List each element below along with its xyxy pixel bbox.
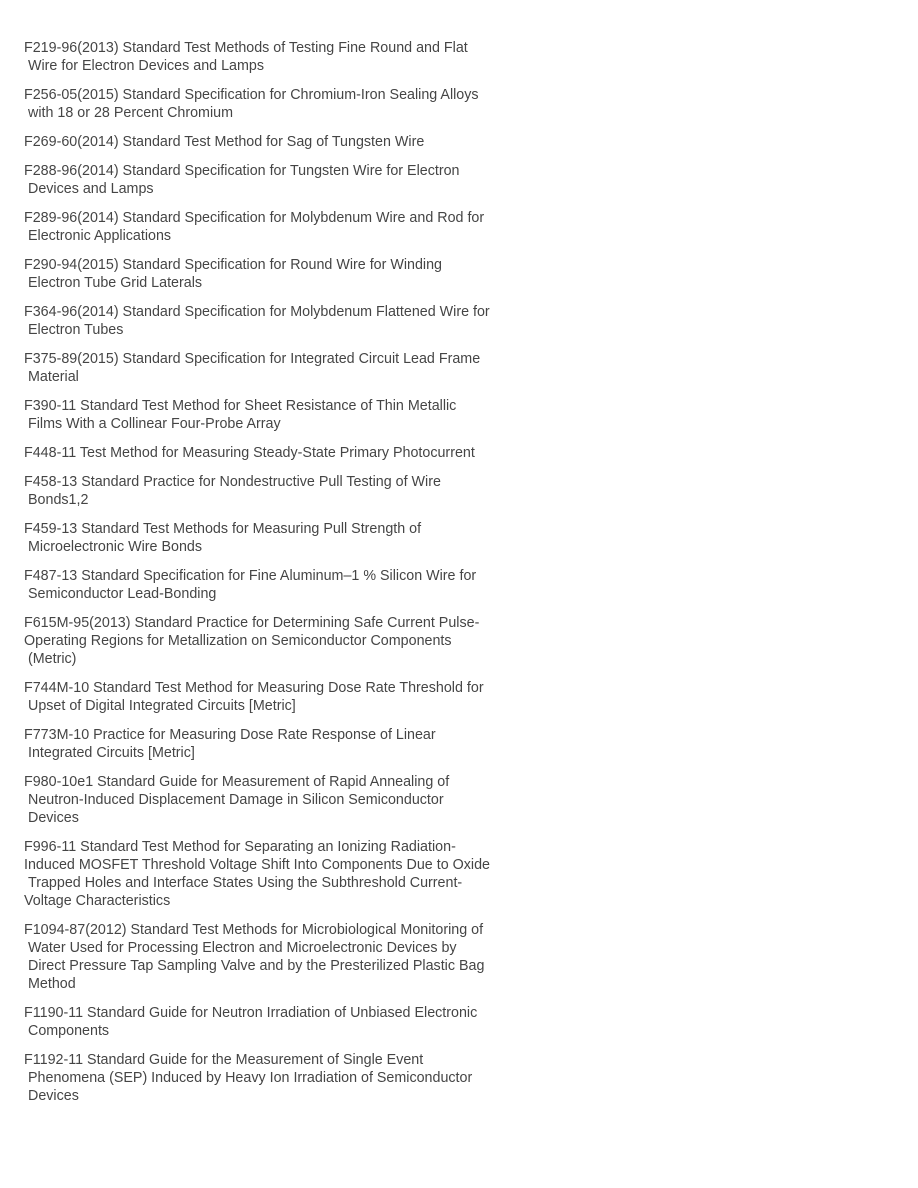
standard-entry — [24, 256, 504, 292]
entry-line: F1190-11 Standard Guide for Neutron Irradiation of Unbiased Electronic — [24, 1005, 478, 1021]
standard-entry — [24, 162, 504, 198]
standard-entry — [24, 838, 504, 910]
entry-line: F487-13 Standard Specification for Fine Aluminum–1 % Silicon Wire for — [24, 568, 477, 584]
entry-line: F458-13 Standard Practice for Nondestructive Pull Testing of Wire — [24, 474, 441, 490]
entry-line: Semiconductor Lead-Bonding — [28, 586, 217, 602]
entry-line: Induced MOSFET Threshold Voltage Shift Into Components Due to Oxide — [24, 857, 490, 873]
entry-line: F219-96(2013) Standard Test Methods of Testing Fine Round and Flat — [24, 40, 468, 56]
entry-line: Upset of Digital Integrated Circuits [Metric] — [28, 698, 296, 714]
entry-line: F1094-87(2012) Standard Test Methods for Microbiological Monitoring of — [24, 922, 484, 938]
entry-line: F288-96(2014) Standard Specification for Tungsten Wire for Electron — [24, 163, 460, 179]
entry-line: Bonds1,2 — [28, 492, 89, 508]
entry-line: Voltage Characteristics — [24, 893, 171, 909]
entry-line: Components — [28, 1023, 110, 1039]
entry-line: F269-60(2014) Standard Test Method for Sag of Tungsten Wire — [24, 134, 425, 150]
entry-line: Method — [28, 976, 76, 992]
entry-line: Electron Tubes — [28, 322, 124, 338]
standard-entry — [24, 567, 504, 603]
standard-entry — [24, 1004, 504, 1040]
entry-line: Operating Regions for Metallization on Semiconductor Components — [24, 633, 452, 649]
entry-line: F375-89(2015) Standard Specification for Integrated Circuit Lead Frame — [24, 351, 481, 367]
standard-entry — [24, 397, 504, 433]
standard-entry — [24, 444, 504, 462]
standards-list — [24, 39, 504, 1116]
entry-line: Phenomena (SEP) Induced by Heavy Ion Irradiation of Semiconductor — [28, 1070, 473, 1086]
entry-line: Neutron-Induced Displacement Damage in Silicon Semiconductor — [28, 792, 444, 808]
standard-entry — [24, 1051, 504, 1105]
entry-line: F615M-95(2013) Standard Practice for Determining Safe Current Pulse- — [24, 615, 480, 631]
standard-entry — [24, 303, 504, 339]
entry-line: F448-11 Test Method for Measuring Steady-State Primary Photocurrent — [24, 445, 475, 461]
standard-entry — [24, 614, 504, 668]
entry-line: Devices — [28, 810, 79, 826]
entry-line: Direct Pressure Tap Sampling Valve and by the Presterilized Plastic Bag — [28, 958, 485, 974]
entry-line: F390-11 Standard Test Method for Sheet Resistance of Thin Metallic — [24, 398, 457, 414]
standard-entry — [24, 209, 504, 245]
entry-line: Water Used for Processing Electron and Microelectronic Devices by — [28, 940, 457, 956]
entry-line: Films With a Collinear Four-Probe Array — [28, 416, 281, 432]
entry-line: Devices — [28, 1088, 79, 1104]
entry-line: F256-05(2015) Standard Specification for Chromium-Iron Sealing Alloys — [24, 87, 479, 103]
standard-entry — [24, 520, 504, 556]
entry-line: F1192-11 Standard Guide for the Measurement of Single Event — [24, 1052, 424, 1068]
entry-line: Microelectronic Wire Bonds — [28, 539, 202, 555]
entry-line: F996-11 Standard Test Method for Separating an Ionizing Radiation- — [24, 839, 456, 855]
standard-entry — [24, 133, 504, 151]
entry-line: F459-13 Standard Test Methods for Measuring Pull Strength of — [24, 521, 422, 537]
entry-line: Devices and Lamps — [28, 181, 154, 197]
entry-line: F773M-10 Practice for Measuring Dose Rate Response of Linear — [24, 727, 436, 743]
entry-line: F744M-10 Standard Test Method for Measuring Dose Rate Threshold for — [24, 680, 484, 696]
entry-line: with 18 or 28 Percent Chromium — [28, 105, 234, 121]
standard-entry — [24, 726, 504, 762]
standard-entry — [24, 679, 504, 715]
entry-line: F289-96(2014) Standard Specification for Molybdenum Wire and Rod for — [24, 210, 485, 226]
standard-entry — [24, 921, 504, 993]
standard-entry — [24, 350, 504, 386]
standard-entry — [24, 86, 504, 122]
entry-line: F290-94(2015) Standard Specification for Round Wire for Winding — [24, 257, 443, 273]
entry-line: Wire for Electron Devices and Lamps — [28, 58, 264, 74]
entry-line: Trapped Holes and Interface States Using the Subthreshold Current- — [28, 875, 463, 891]
entry-line: Electronic Applications — [28, 228, 172, 244]
standard-entry — [24, 773, 504, 827]
entry-line: F980-10e1 Standard Guide for Measurement of Rapid Annealing of — [24, 774, 450, 790]
standard-entry — [24, 39, 504, 75]
entry-line: Electron Tube Grid Laterals — [28, 275, 203, 291]
entry-line: F364-96(2014) Standard Specification for Molybdenum Flattened Wire for — [24, 304, 490, 320]
standard-entry — [24, 473, 504, 509]
entry-line: Material — [28, 369, 79, 385]
entry-line: (Metric) — [28, 651, 77, 667]
entry-line: Integrated Circuits [Metric] — [28, 745, 195, 761]
